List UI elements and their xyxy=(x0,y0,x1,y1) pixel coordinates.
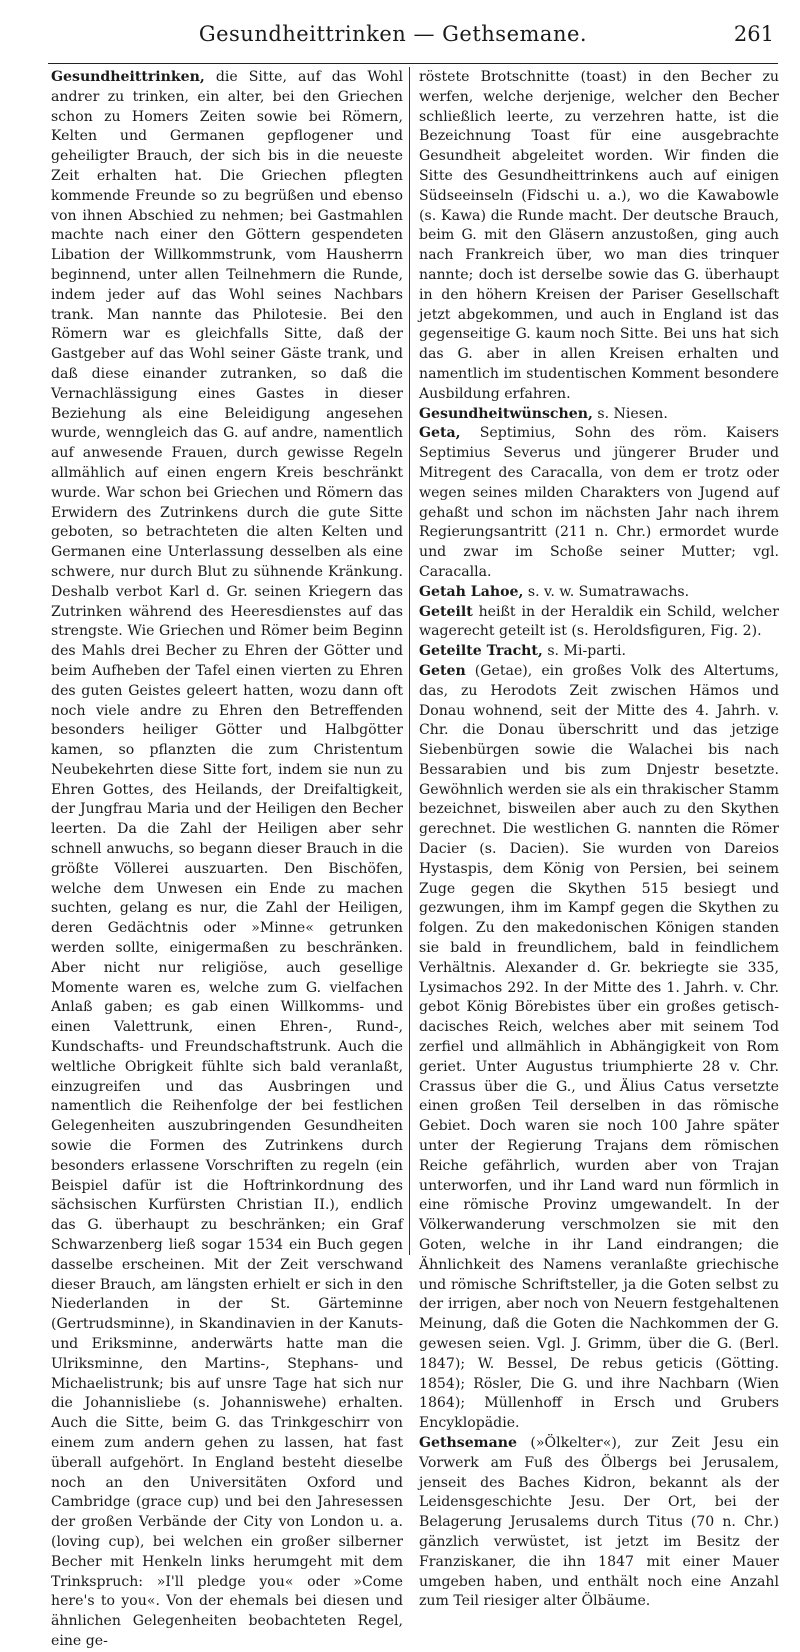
column-divider xyxy=(409,67,410,1255)
entry-headword: Gesundheitwünschen, xyxy=(419,405,593,422)
running-header xyxy=(52,22,774,58)
entry-text: Septimius, Sohn des röm. Kaisers Septimius Severus und jüngerer Bruder und Mitregent des Caracalla, von dem er trotz oder wegen seines milden Charakters von Jugend auf gehaßt und schon im nächsten Jahr nach ihrem Regierungsantritt (211 n. Chr.) ermordet wurde und zwar im Schoße seiner Mutter; vgl. Caracalla. xyxy=(419,425,779,580)
entry xyxy=(419,424,779,582)
entry-text: heißt in der Heraldik ein Schild, welcher wagerecht geteilt ist (s. Heroldsfiguren, Fig. 2). xyxy=(419,603,779,640)
entry xyxy=(419,583,779,603)
entry-text: die Sitte, auf das Wohl andrer zu trinken, ein alter, bei den Griechen schon zu Homers Zeiten sowie bei Römern, Kelten und Germanen gepflogener und geheiligter Brauch, der sich bis in die neueste Zeit erhalten hat. Die Griechen pflegten kommende Freunde so zu begrüßen und ebenso von ihnen Abschied zu nehmen; bei Gastmahlen machte nach einer den Göttern gespendeten Libation der Willkommstrunk, vom Hausherrn beginnend, unter allen Teilnehmern die Runde, indem jeder auf das Wohl seines Nachbars trank. Man nannte das Philotesie. Bei den Römern war es gleichfalls Sitte, daß der Gastgeber auf das Wohl seiner Gäste trank, und daß diese einander zutranken, so daß die Vernachlässigung eines Gastes in dieser Beziehung als eine Beleidigung angesehen wurde, wenngleich das G. auf andre, namentlich auf anwesende Frauen, durch gewisse Regeln allmählich auf einen engern Kreis beschränkt wurde. War schon bei Griechen und Römern das Erwidern des Zutrinkens durch die gute Sitte geboten, so betrachteten die alten Kelten und Germanen eine Unterlassung desselben als eine schwere, nur durch Blut zu sühnende Kränkung. Deshalb verbot Karl d. Gr. seinen Kriegern das Zutrinken während des Heeresdienstes auf das strengste. Wie Griechen und Römer beim Beginn des Mahls drei Becher zu Ehren der Götter und beim Aufheben der Tafel einen vierten zu Ehren des guten Geistes geleert hatten, wozu dann oft noch viele andre zu Ehren den Betreffenden besonders heiliger Götter und Halbgötter kamen, so pflanzten die zum Christentum Neubekehrten diese Sitte fort, indem sie nun zu Ehren Gottes, des Heilands, der Dreifaltigkeit, der Jungfrau Maria und der Heiligen den Becher leerten. Da die Zahl der Heiligen aber sehr schnell anwuchs, so begann dieser Brauch in die größte Völlerei auszuarten. Den Bischöfen, welche dem Unwesen ein Ende zu machen suchten, gelang es nur, die Zahl der Heiligen, deren Gedächtnis oder »Minne« getrunken werden sollte, einigermaßen zu beschränken. Aber nicht nur religiöse, auch gesellige Momente waren es, welche zum G. vielfachen Anlaß gaben; es gab einen Willkomms- und einen Valettrunk, einen Ehren-, Rund-, Kundschafts- und Freundschaftstrunk. Auch die weltliche Obrigkeit fühlte sich bald veranlaßt, einzugreifen und das Ausbringen und namentlich die Reihenfolge der bei festlichen Gelegenheiten auszubringenden Gesundheiten sowie die Formen des Zutrinkens durch besonders erlassene Vorschriften zu regeln (ein Beispiel dafür ist die Hoftrinkordnung des sächsischen Kurfürsten Christian II.), endlich das G. überhaupt zu beschränken; ein Graf Schwarzenberg ließ sogar 1534 ein Buch gegen dasselbe erscheinen. Mit der Zeit verschwand dieser Brauch, am längsten erhielt er sich in den Niederlanden in der St. Gärteminne (Gertrudsminne), in Skandinavien in der Kanuts- und Eriksminne, anderwärts hatte man die Ulriksminne, den Martins-, Stephans- und Michaelistrunk; bis auf unsre Tage hat sich nur die Johannisliebe (s. Johanniswehe) erhalten. Auch die Sitte, beim G. das Trinkgeschirr von einem zum andern gehen zu lassen, hat fast überall aufgehört. In England besteht dieselbe noch an den Universitäten Oxford und Cambridge (grace cup) und bei den Jahresessen der großen Verbände der City von London u. a. (loving cup), bei welchen ein großer silberner Becher mit Henkeln links herumgeht mit dem Trinkspruch: »I'll pledge you« oder »Come here's to you«. Von der ehemals bei diesen und ähnlichen Gelegenheiten beobachteten Regel, eine ge- xyxy=(51,69,403,1649)
left-column xyxy=(51,68,403,1649)
entry-headword: Getah Lahoe, xyxy=(419,583,524,600)
entry-headword: Geteilte Tracht, xyxy=(419,643,543,660)
entry-headword: Gethsemane xyxy=(419,1434,517,1451)
entry-headword: Gesundheittrinken, xyxy=(51,69,205,85)
header-title: Gesundheittrinken — Gethsemane. xyxy=(198,22,588,46)
entry-headword: Geta, xyxy=(419,425,461,442)
entry xyxy=(419,642,779,662)
entry-headword: Geteilt xyxy=(419,603,473,620)
entry xyxy=(419,405,779,425)
entry-text: (Getae), ein großes Volk des Altertums, das, zu Herodots Zeit zwischen Hämos und Donau wohnend, seit der Mitte des 4. Jahrh. v. Chr. die Donau überschritt und das jetzige Siebenbürgen sowie die Walachei bis nach Bessarabien und bis zum Dnjestr besetzte. Gewöhnlich werden sie als ein thrakischer Stamm bezeichnet, bisweilen aber auch zu den Skythen gerechnet. Die westlichen G. nannten die Römer Dacier (s. Dacien). Sie wurden von Dareios Hystaspis, dem König von Persien, bei seinem Zuge gegen die Skythen 515 besiegt und gezwungen, ihm im Kampf gegen die Skythen zu folgen. Zu den makedonischen Königen standen sie bald in freundlichem, bald in feindlichem Verhältnis. Alexander d. Gr. bekriegte sie 335, Lysimachos 292. In der Mitte des 1. Jahrh. v. Chr. gebot König Börebistes über ein großes getisch-dacisches Reich, welches aber mit seinem Tod zerfiel und allmählich in Abhängigkeit von Rom geriet. Unter Augustus triumphierte 28 v. Chr. Crassus über die G., und Älius Catus versetzte einen großen Teil derselben in das römische Gebiet. Doch waren sie noch 100 Jahre später unter der Regierung Trajans dem römischen Reiche gefährlich, wurden aber von Trajan unterworfen, und ihr Land ward nun förmlich in eine römische Provinz umgewandelt. In der Völkerwanderung verschmolzen sie mit den Goten, welche in ihr Land eindrangen; die Ähnlichkeit des Namens veranlaßte griechische und römische Schriftsteller, ja die Goten selbst zu der irrigen, aber noch von Neuern festgehaltenen Meinung, daß die Goten die Nachkommen der G. gewesen seien. Vgl. J. Grimm, über die G. (Berl. 1847); W. Bessel, De rebus geticis (Götting. 1854); Rösler, Die G. und ihre Nachbarn (Wien 1864); Müllenhoff in Ersch und Grubers Encyklopädie. xyxy=(419,662,779,1432)
entry xyxy=(419,662,779,1434)
entry-headword: Geten xyxy=(419,662,466,679)
entry-text: s. v. w. Sumatrawachs. xyxy=(527,583,690,600)
entry-text: röstete Brotschnitte (toast) in den Becher zu werfen, welche derjenige, welcher den Becher schließlich leerte, zu verzehren hatte, ist die Bezeichnung Toast für eine ausgebrachte Gesundheit abgeleitet worden. Wir finden die Sitte des Gesundheittrinkens auch auf einigen Südseeinseln (Fidschi u. a.), wo die Kawabowle (s. Kawa) die Runde macht. Der deutsche Brauch, beim G. mit den Gläsern anzustoßen, ging auch nach Frankreich über, wo man dies trinquer nannte; doch ist derselbe sowie das G. überhaupt in den höhern Kreisen der Pariser Gesellschaft jetzt abgekommen, und auch in England ist das gegenseitige G. kaum noch Sitte. Bei uns hat sich das G. aber in allen Kreisen erhalten und namentlich im studentischen Komment besondere Ausbildung erfahren. xyxy=(419,69,779,402)
entry-text: s. Mi-parti. xyxy=(547,643,627,660)
entry xyxy=(51,68,403,1652)
page-number: 261 xyxy=(733,22,774,46)
right-column xyxy=(419,68,779,1610)
entry xyxy=(419,603,779,643)
entry-text: (»Ölkelter«), zur Zeit Jesu ein Vorwerk am Fuß des Ölbergs bei Jerusalem, jenseit des Baches Kidron, bekannt als der Leidensgeschichte Jesu. Der Ort, bei der Belagerung Jerusalems durch Titus (70 n. Chr.) gänzlich verwüstet, ist jetzt im Besitz der Franziskaner, die ihn 1847 mit einer Mauer umgeben haben, und enthält noch eine Anzahl zum Teil riesiger alter Ölbäume. xyxy=(419,1434,779,1610)
entry xyxy=(419,68,779,405)
header-rule xyxy=(48,63,778,64)
entry xyxy=(419,1434,779,1612)
entry-text: s. Niesen. xyxy=(597,405,668,422)
